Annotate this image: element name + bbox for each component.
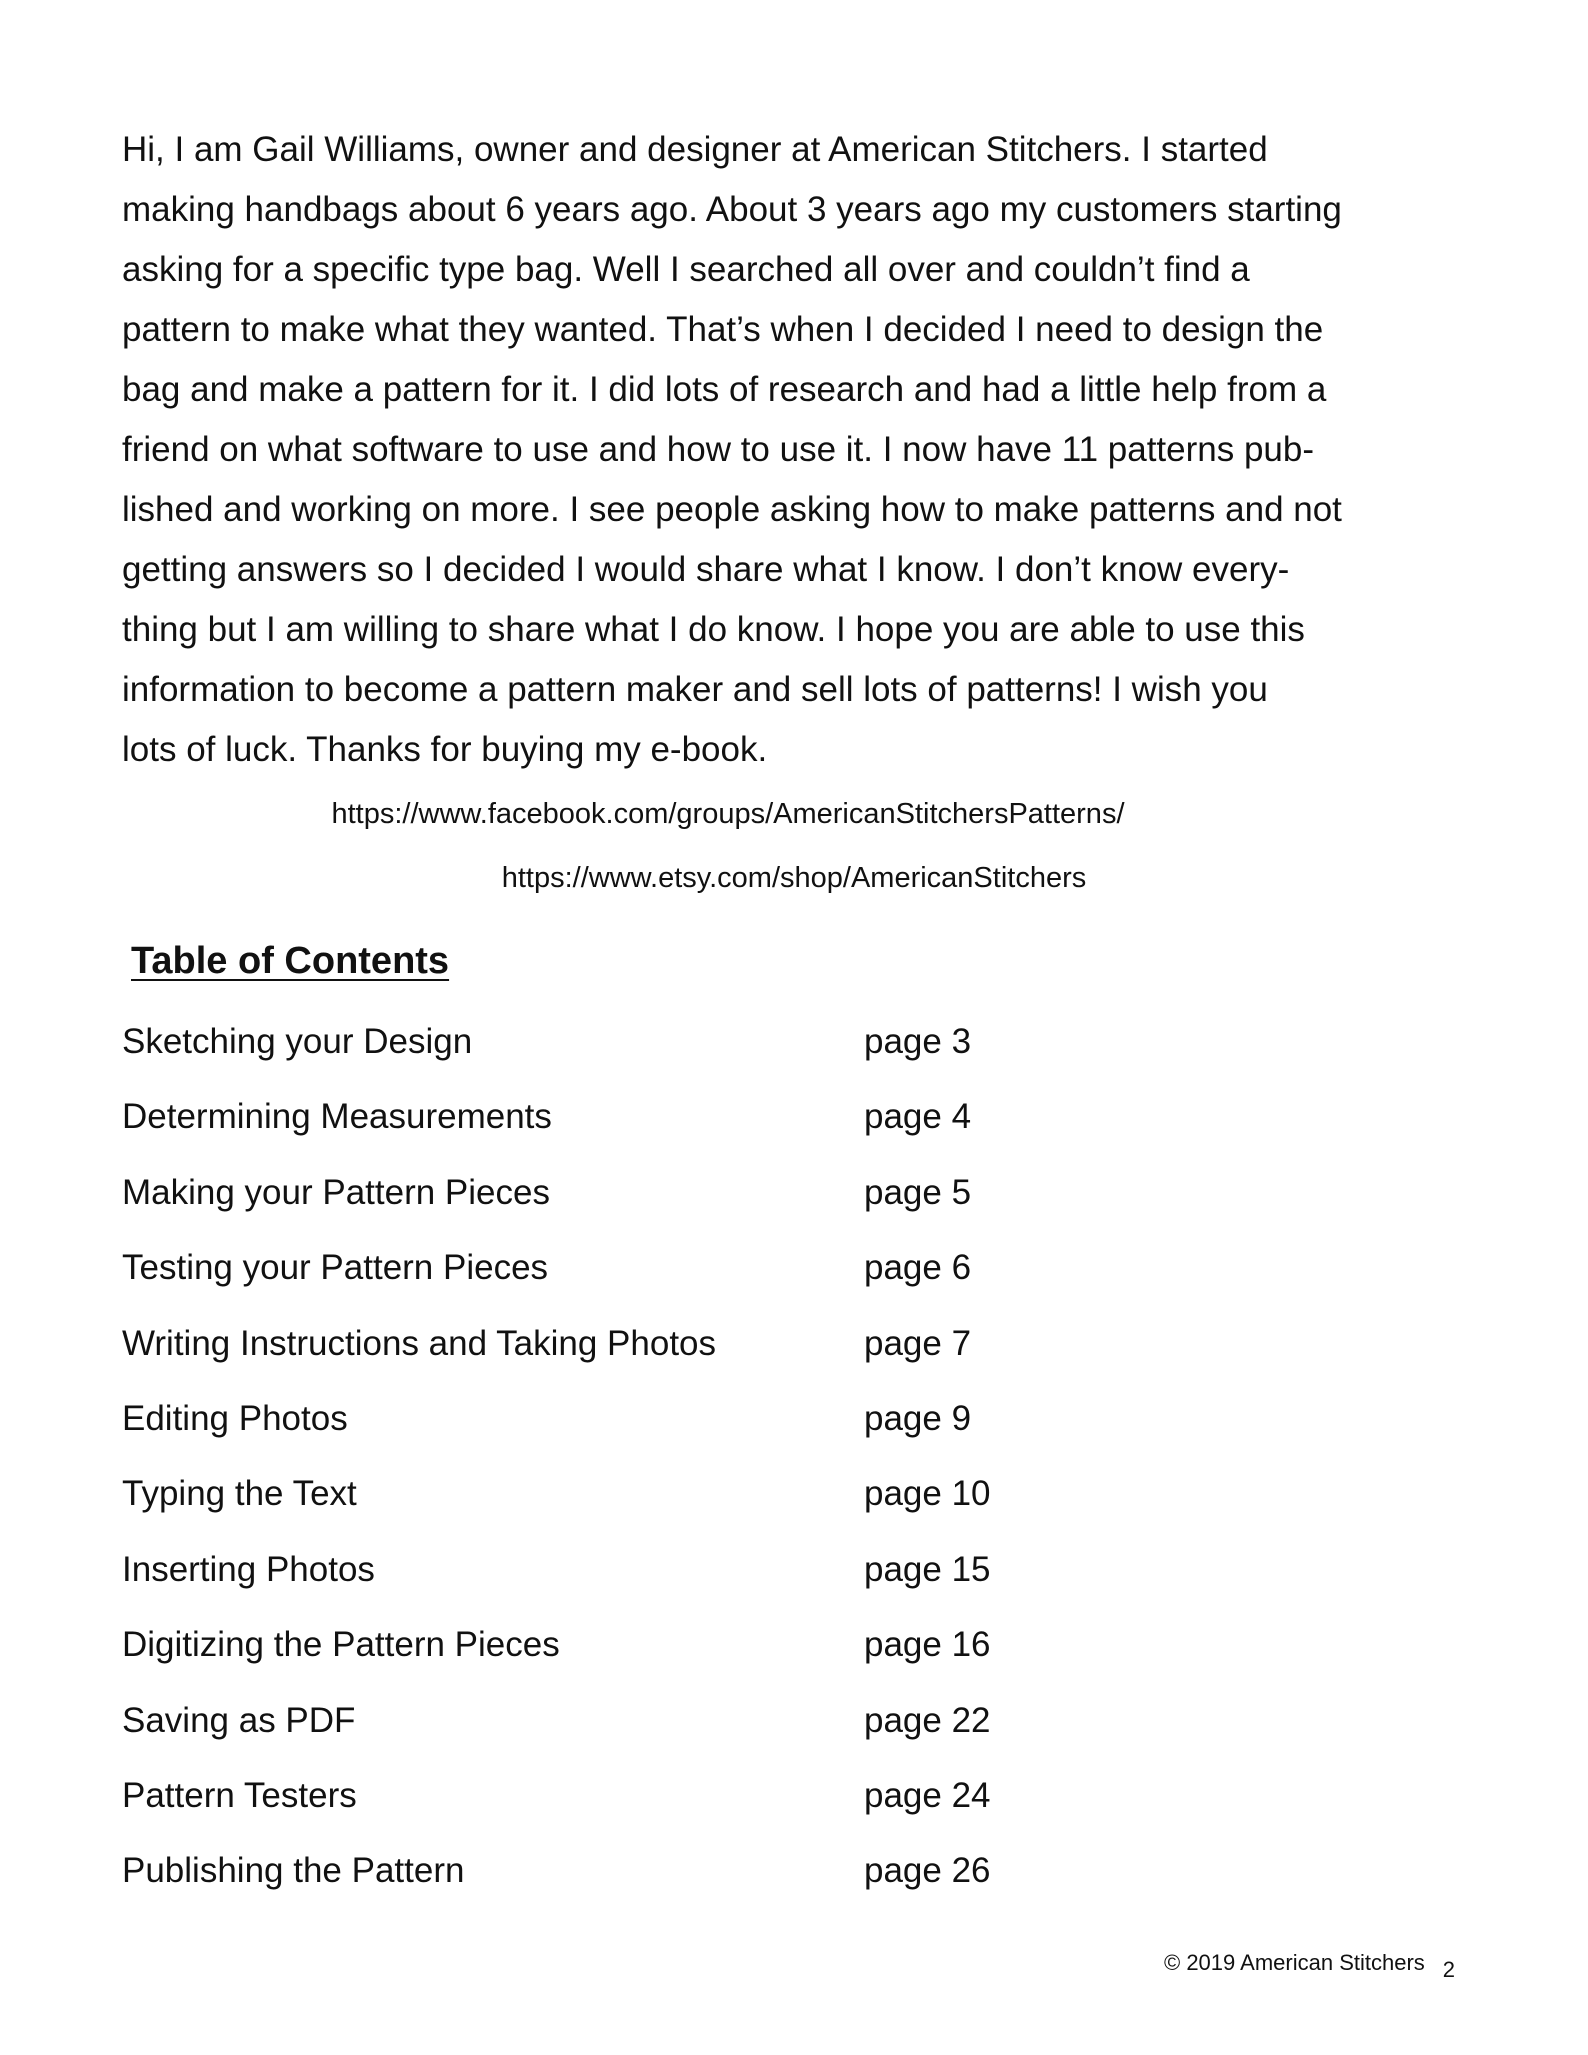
toc-entry[interactable]	[122, 1550, 1122, 1625]
etsy-link[interactable]: https://www.etsy.com/shop/AmericanStitchers	[501, 862, 1087, 894]
intro-line: getting answers so I decided I would share what I know. I don’t know every-	[122, 550, 1290, 589]
toc-entry[interactable]	[122, 1776, 1122, 1851]
toc-entry[interactable]	[122, 1625, 1122, 1700]
intro-paragraph	[122, 120, 1452, 780]
toc-entry-title: Publishing the Pattern	[122, 1851, 465, 1891]
facebook-link[interactable]: https://www.facebook.com/groups/AmericanStitchersPatterns/	[331, 798, 1125, 830]
intro-line: information to become a pattern maker and sell lots of patterns! I wish you	[122, 670, 1268, 709]
links-section	[0, 782, 1588, 910]
intro-line: Hi, I am Gail Williams, owner and designer at American Stitchers. I started	[122, 130, 1268, 169]
page-number: 2	[1442, 1957, 1456, 1982]
toc-entry-page: page 26	[864, 1851, 991, 1891]
toc-entry-title: Saving as PDF	[122, 1700, 356, 1740]
toc-entry-page: page 4	[864, 1097, 972, 1137]
toc-entry-page: page 9	[864, 1398, 972, 1438]
toc-entry[interactable]	[122, 1173, 1122, 1248]
intro-line: friend on what software to use and how to use it. I now have 11 patterns pub-	[122, 430, 1315, 469]
toc-entry-page: page 15	[864, 1549, 991, 1589]
toc-entry-page: page 5	[864, 1172, 972, 1212]
intro-line: asking for a specific type bag. Well I searched all over and couldn’t find a	[122, 250, 1250, 289]
page-footer	[1164, 1950, 1456, 1982]
toc-entry[interactable]	[122, 1097, 1122, 1172]
toc-entry-page: page 22	[864, 1700, 991, 1740]
intro-line: bag and make a pattern for it. I did lots of research and had a little help from a	[122, 370, 1327, 409]
toc-entry[interactable]	[122, 1851, 1122, 1926]
copyright-text: © 2019 American Stitchers	[1164, 1950, 1425, 1975]
toc-entry-page: page 24	[864, 1775, 991, 1815]
toc-entry-title: Writing Instructions and Taking Photos	[122, 1323, 717, 1363]
intro-line: lots of luck. Thanks for buying my e-book.	[122, 730, 768, 769]
toc-heading: Table of Contents	[131, 940, 450, 982]
toc-entry[interactable]	[122, 1022, 1122, 1097]
toc-entry-title: Making your Pattern Pieces	[122, 1172, 550, 1212]
toc-entry-title: Determining Measurements	[122, 1097, 552, 1137]
toc-entry[interactable]	[122, 1248, 1122, 1323]
toc-entry-title: Inserting Photos	[122, 1549, 375, 1589]
toc-entry[interactable]	[122, 1474, 1122, 1549]
toc-entry-page: page 7	[864, 1323, 972, 1363]
intro-line: lished and working on more. I see people asking how to make patterns and not	[122, 490, 1342, 529]
toc-entry-title: Typing the Text	[122, 1474, 357, 1514]
toc-entry-page: page 6	[864, 1248, 972, 1288]
toc-entry-title: Testing your Pattern Pieces	[122, 1248, 549, 1288]
intro-line: pattern to make what they wanted. That’s when I decided I need to design the	[122, 310, 1324, 349]
toc-entry-page: page 10	[864, 1474, 991, 1514]
toc-entry[interactable]	[122, 1399, 1122, 1474]
toc-entry[interactable]	[122, 1701, 1122, 1776]
toc-entry-page: page 3	[864, 1022, 972, 1061]
toc-entry-title: Editing Photos	[122, 1398, 348, 1438]
intro-line: thing but I am willing to share what I do know. I hope you are able to use this	[122, 610, 1305, 649]
toc-entry-page: page 16	[864, 1625, 991, 1665]
intro-line: making handbags about 6 years ago. About 3 years ago my customers starting	[122, 190, 1342, 229]
toc-entry-title: Pattern Testers	[122, 1775, 357, 1815]
toc-entry-title: Digitizing the Pattern Pieces	[122, 1625, 560, 1665]
toc-entry[interactable]	[122, 1324, 1122, 1399]
toc-entry-title: Sketching your Design	[122, 1022, 473, 1061]
toc-list	[122, 1022, 1122, 1927]
